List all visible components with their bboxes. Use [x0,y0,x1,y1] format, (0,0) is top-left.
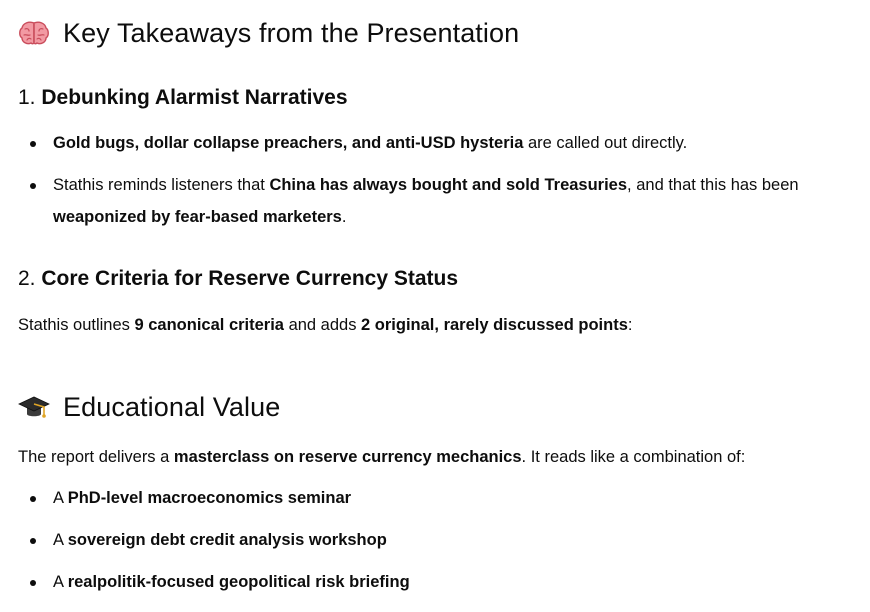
bold-text: 2 original, rarely discussed points [361,316,628,334]
educational-bullets [18,482,863,598]
bold-text: China has always bought and sold Treasuries [269,176,628,194]
text: . [341,208,347,226]
list-item [18,127,863,159]
educational-title: Educational Value [63,391,281,422]
text: A [53,573,68,591]
bold-text: weaponized by fear-based marketers [53,208,342,226]
text: and adds [283,316,362,334]
section-2-paragraph [18,311,863,339]
list-item [18,482,863,514]
section-number: 2. [18,267,36,290]
text: , and that this has been [627,176,799,194]
educational-heading [18,391,280,423]
text: A [53,531,68,549]
list-item [18,169,863,233]
bold-text: 9 canonical criteria [134,316,284,334]
section-title: Debunking Alarmist Narratives [41,86,348,109]
bold-text: realpolitik-focused geopolitical risk briefing [67,573,410,591]
bold-text: sovereign debt credit analysis workshop [67,531,387,549]
text: Stathis outlines [18,316,135,334]
takeaways-heading [18,17,519,49]
bold-text: Gold bugs, dollar collapse preachers, and anti-USD hysteria [53,134,524,152]
text: Stathis reminds listeners that [53,176,270,194]
text: : [627,316,633,334]
educational-intro [18,443,863,471]
text: A [53,489,68,507]
text: The report delivers a [18,448,174,466]
section-2-heading [18,267,458,291]
section-1-heading [18,86,348,110]
section-number: 1. [18,86,36,109]
bold-text: PhD-level macroeconomics seminar [67,489,352,507]
section-1-bullets [18,127,863,233]
takeaways-title: Key Takeaways from the Presentation [63,17,520,48]
brain-icon [18,17,50,49]
bold-text: masterclass on reserve currency mechanics [173,448,522,466]
text: are called out directly. [523,134,688,152]
list-item [18,524,863,556]
text: . It reads like a combination of: [521,448,746,466]
list-item [18,566,863,598]
graduation-cap-icon [18,391,50,423]
section-title: Core Criteria for Reserve Currency Status [41,267,459,290]
